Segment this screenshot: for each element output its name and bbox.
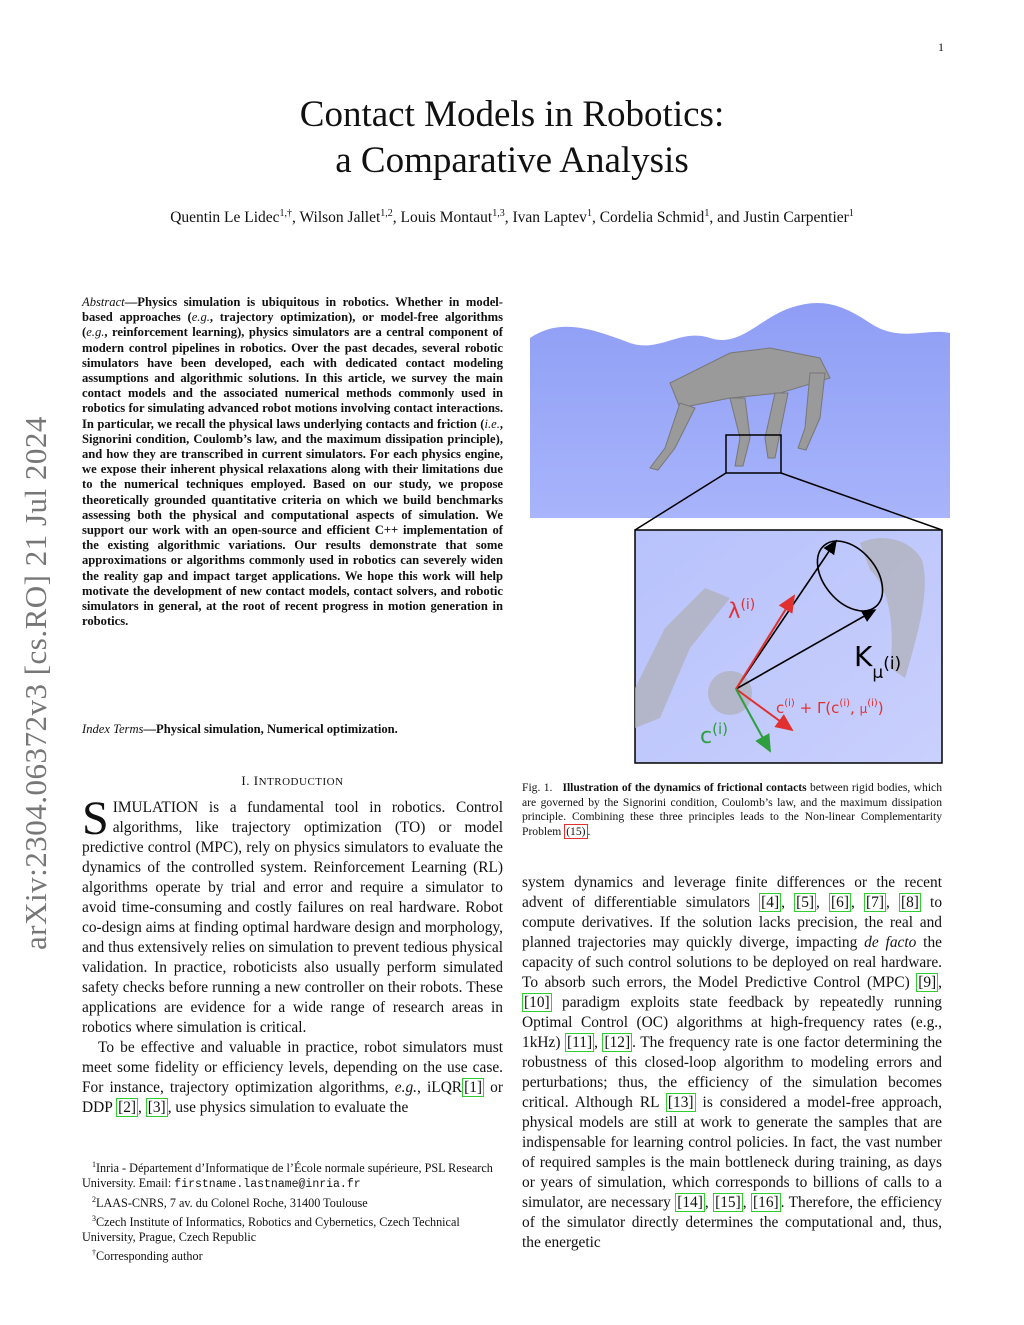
citation-link[interactable]: [7] (866, 894, 884, 911)
citation-link[interactable]: [9] (918, 974, 937, 991)
author-name: Wilson Jallet (299, 209, 381, 227)
author-affiliation: 1,3 (492, 208, 505, 219)
author-affiliation: 1,† (279, 208, 293, 219)
velocity-label: $c^{(i)}$ (700, 720, 728, 749)
citation-link[interactable]: [11] (567, 1034, 593, 1051)
citation-link[interactable]: [13] (667, 1094, 694, 1111)
figure-caption: Fig. 1. Illustration of the dynamics of frictional contacts between rigid bodies, which are governed by the Signorini condition, Coulomb’s law, and the maximum dissipation principle. Combining these three principles leads to the Non-linear Complementarity Problem (15) . (522, 781, 942, 838)
title-line-1: Contact Models in Robotics: (299, 94, 725, 135)
figure-illustration (530, 298, 950, 768)
author-name: Cordelia Schmid (599, 209, 705, 227)
correction-label: $c^{(i)} + \Gamma(c^{(i)}$, $\mu^{(i)}$) (776, 698, 884, 717)
citation-link[interactable]: [10] (524, 994, 550, 1011)
author-name: Ivan Laptev (512, 209, 587, 227)
author-list: Quentin Le Lidec$^{1,\dagger}$, Wilson Jallet$^{1,2}$, Louis Montaut$^{1,3}$, Ivan Laptev$^1$, Cordelia Schmid$^1$, and Justin Carpentier$^1$ (170, 208, 854, 227)
equation-link[interactable]: (15) (566, 824, 586, 838)
cone-label: $K_\mu^{(i)}$ (854, 640, 902, 683)
footnote: $^3$Czech Institute of Informatics, Robotics and Cybernetics, Czech Technical University, Prague, Czech Republic (82, 1214, 460, 1245)
footnote: $^2$LAAS-CNRS, 7 av. du Colonel Roche, 31400 Toulouse (92, 1195, 368, 1211)
section-heading: I. INTRODUCTION (241, 773, 344, 788)
author-affiliation: 1 (848, 208, 854, 219)
arxiv-stamp: arXiv:2304.06372v3 [cs.RO] 21 Jul 2024 (18, 416, 53, 950)
footnotes (82, 1157, 503, 1264)
citation-link[interactable]: [15] (715, 1194, 741, 1211)
paper-title (0, 92, 1024, 184)
author-affiliation: 1,2 (380, 208, 393, 219)
index-terms-label: Index Terms (82, 722, 144, 736)
figure-1 (530, 298, 950, 768)
footnote: †Corresponding author (92, 1248, 203, 1264)
lambda-label: $\lambda^{(i)}$ (728, 597, 756, 623)
introduction-text (82, 792, 503, 1118)
author-name: Louis Montaut (400, 209, 493, 227)
title-line-2: a Comparative Analysis (335, 140, 689, 181)
index-terms: Index Terms—Physical simulation, Numerical optimization. (82, 722, 398, 736)
citation-link[interactable]: [16] (753, 1194, 779, 1211)
footnote: $^1$Inria - Département d’Informatique de l’École normale supérieure, PSL Research University. Email: firstname.lastname@inria.fr (82, 1160, 493, 1192)
paragraph: To be effective and valuable in practice, robot simulators must meet some fidelity or efficiency levels, depending on the use case. For instance, trajectory optimization algorithms, e.g., iLQR [1] or DDP [2] , [3] , use physics simulation to evaluate the (82, 1039, 503, 1116)
citation-link[interactable]: [1] (464, 1079, 483, 1096)
drop-cap: S (82, 792, 109, 845)
abstract-label: Abstract (82, 295, 125, 309)
paragraph: SIMULATION is a fundamental tool in robotics. Control algorithms, like trajectory optimization (TO) or model predictive control (MPC), rely on physics simulators to evaluate the dynamics of the controlled system. Reinforcement Learning (RL) algorithms operate by trial and error and require a simulator to avoid time-consuming and costly failures on real hardware. Robot co-design aims at finding optimal hardware design and morphology, and thus extensively relies on simulation to prevent tedious physical validation. In practice, roboticists also usually perform simulated safety checks before running a new controller on their robots. These applications are evidence for a wide range of research areas in robotics where simulation is critical. (82, 792, 503, 1036)
citation-link[interactable]: [3] (147, 1099, 166, 1116)
citation-link[interactable]: [5] (796, 894, 815, 911)
email-address: firstname.lastname@inria.fr (174, 1178, 361, 1192)
citation-link[interactable]: [4] (761, 894, 780, 911)
citation-link[interactable]: [14] (677, 1194, 703, 1211)
page-number: 1 (938, 40, 944, 54)
author-name: Quentin Le Lidec (170, 209, 280, 227)
author-name: Justin Carpentier (743, 209, 849, 227)
citation-link[interactable]: [12] (604, 1034, 631, 1051)
abstract: Abstract—Physics simulation is ubiquitous in robotics. Whether in model-based approaches (e.g., trajectory optimization), or model-free algorithms (e.g., reinforcement learning), physics simulators are a central component of modern control pipelines in robotics. Over the past decades, several robotic simulators have been developed, each with dedicated contact modeling assumptions and algorithmic solutions. In this article, we survey the main contact models and the associated numerical methods commonly used in robotics for simulating advanced robot motions involving contact interactions. In particular, we recall the physical laws underlying contacts and friction (i.e., Signorini condition, Coulomb’s law, and the maximum dissipation principle), and how they are transcribed in current simulators. For each physics engine, we expose their inherent physical relaxations along with their limitations due to the numerical techniques employed. Based on our study, we propose theoretically grounded quantitative criteria on which we build benchmarks assessing both the physical and computational aspects of simulation. We support our work with an open-source and efficient C++ implementation of the existing algorithmic variations. Our results demonstrate that some approximations or algorithms commonly used in robotics can severely widen the reality gap and impact target applications. We hope this work will help motivate the development of new contact models, contact solvers, and robotic simulators in general, at the root of recent progress in motion generation in robotics. (82, 295, 503, 629)
citation-link[interactable]: [6] (831, 894, 849, 911)
citation-link[interactable]: [8] (900, 894, 919, 911)
author-affiliation: 1 (586, 208, 592, 219)
citation-link[interactable]: [2] (118, 1099, 137, 1116)
author-affiliation: 1 (704, 208, 710, 219)
right-column-text: system dynamics and leverage finite differences or the recent advent of differentiable simulators [4] , [5] , [6] , [7] , [8] to compute derivatives. If the solution lacks precision, the real and planned trajectories may quickly diverge, impacting de facto the capacity of such control solutions to be deployed on real hardware. To absorb such errors, the Model Predictive Control (MPC) [9] , [10] paradigm exploits state feedback by repeatedly running Optimal Control (OC) algorithms at high-frequency rates (e.g., 1kHz) [11] , [12] . The frequency rate is one factor determining the robustness of this closed-loop algorithm to modeling errors and perturbations; thus, the efficiency of the simulation becomes critical. Although RL [13] is considered a model-free approach, physical models are still at work to generate the samples that are indispensable for learning control policies. In fact, the vast number of required samples is the main bottleneck during training, as days or years of simulation, which corresponds to billions of calls to a simulator, are necessary [14] , [15] , [16] . Therefore, the efficiency of the simulator directly determines the computational and, thus, the energetic (522, 874, 943, 1251)
